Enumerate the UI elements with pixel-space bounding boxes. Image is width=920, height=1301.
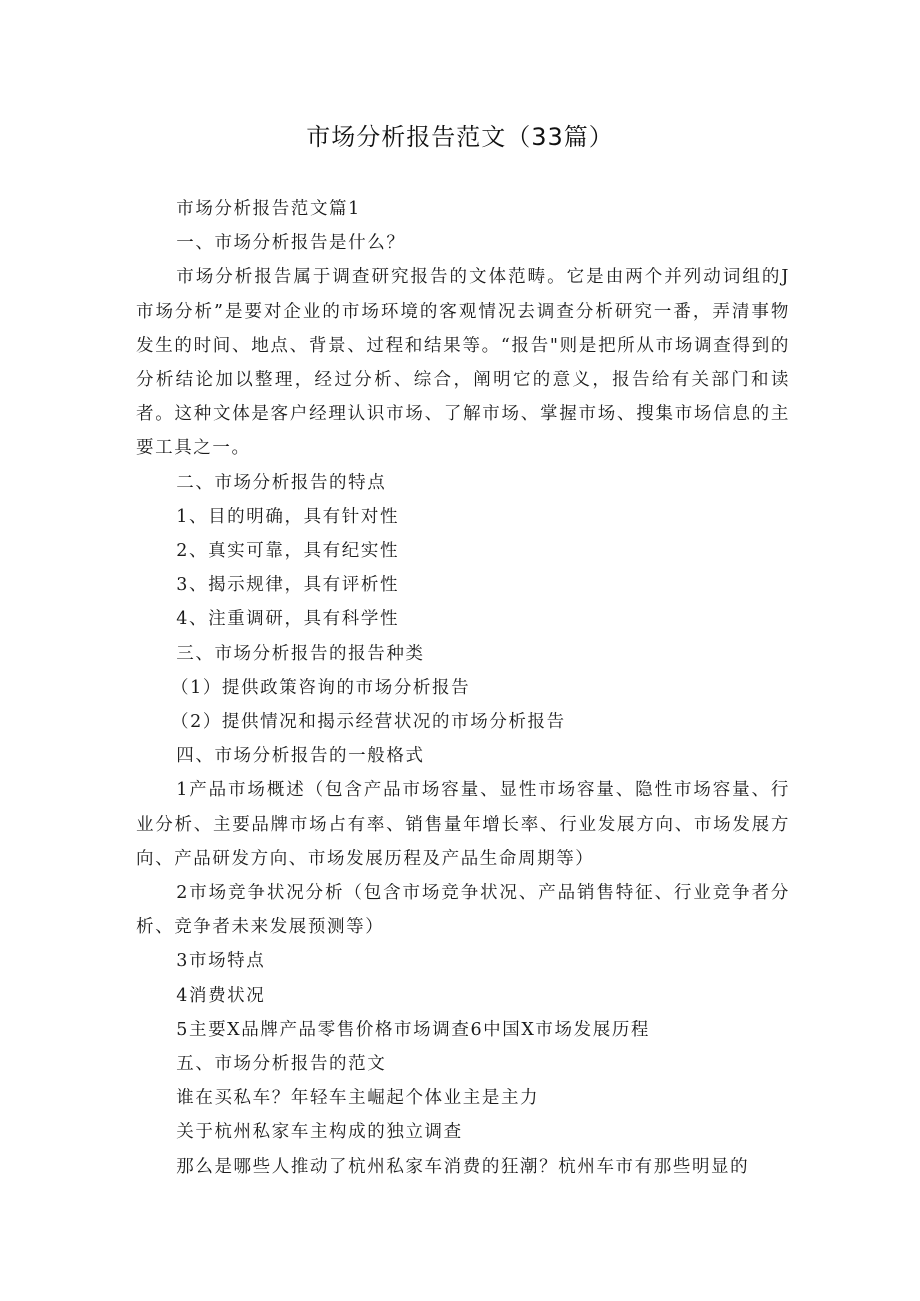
list-item: 3市场特点 <box>176 951 266 972</box>
section-heading: 市场分析报告范文篇1 <box>176 199 361 219</box>
paragraph: 1产品市场概述（包含产品市场容量、显性市场容量、隐性市场容量、行业分析、主要品牌市场占有率、销售量年增长率、行业发展方向、市场发展方向、产品研发方向、市场发展历程及产品生命周期等） <box>136 780 790 869</box>
list-item: （1）提供政策咨询的市场分析报告 <box>171 677 471 698</box>
subheading: 五、市场分析报告的范文 <box>176 1054 387 1075</box>
document-body <box>136 192 790 1184</box>
subheading: 三、市场分析报告的报告种类 <box>176 643 425 664</box>
subheading: 二、市场分析报告的特点 <box>176 472 387 493</box>
document-title: 市场分析报告范文（33篇） <box>306 123 614 151</box>
list-item: 4、注重调研，具有科学性 <box>176 609 400 630</box>
subheading: 一、市场分析报告是什么？ <box>176 233 406 254</box>
paragraph: 市场分析报告属于调查研究报告的文体范畴。它是由两个并列动词组的J市场分析”是要对企业的市场环境的客观情况去调查分析研究一番，弄清事物发生的时间、地点、背景、过程和结果等。“报告"则是把所从市场调查得到的分析结论加以整理，经过分析、综合，阐明它的意义，报告给有关部门和读者。这种文体是客户经理认识市场、了解市场、掌握市场、搜集市场信息的主要工具之一。 <box>136 267 790 459</box>
list-item: （2）提供情况和揭示经营状况的市场分析报告 <box>171 712 566 733</box>
paragraph: 关于杭州私家车主构成的独立调查 <box>176 1122 463 1143</box>
list-item: 4消费状况 <box>176 985 266 1006</box>
paragraph: 谁在买私车？年轻车主崛起个体业主是主力 <box>176 1088 540 1109</box>
list-item: 5主要X品牌产品零售价格市场调查6中国X市场发展历程 <box>176 1019 651 1040</box>
paragraph: 那么是哪些人推动了杭州私家车消费的狂潮？杭州车市有那些明显的 <box>176 1156 750 1177</box>
subheading: 四、市场分析报告的一般格式 <box>176 746 425 767</box>
list-item: 3、揭示规律，具有评析性 <box>176 575 400 596</box>
paragraph: 2市场竞争状况分析（包含市场竞争状况、产品销售特征、行业竞争者分析、竞争者未来发展预测等） <box>136 883 790 938</box>
list-item: 2、真实可靠，具有纪实性 <box>176 541 400 562</box>
list-item: 1、目的明确，具有针对性 <box>176 506 400 527</box>
